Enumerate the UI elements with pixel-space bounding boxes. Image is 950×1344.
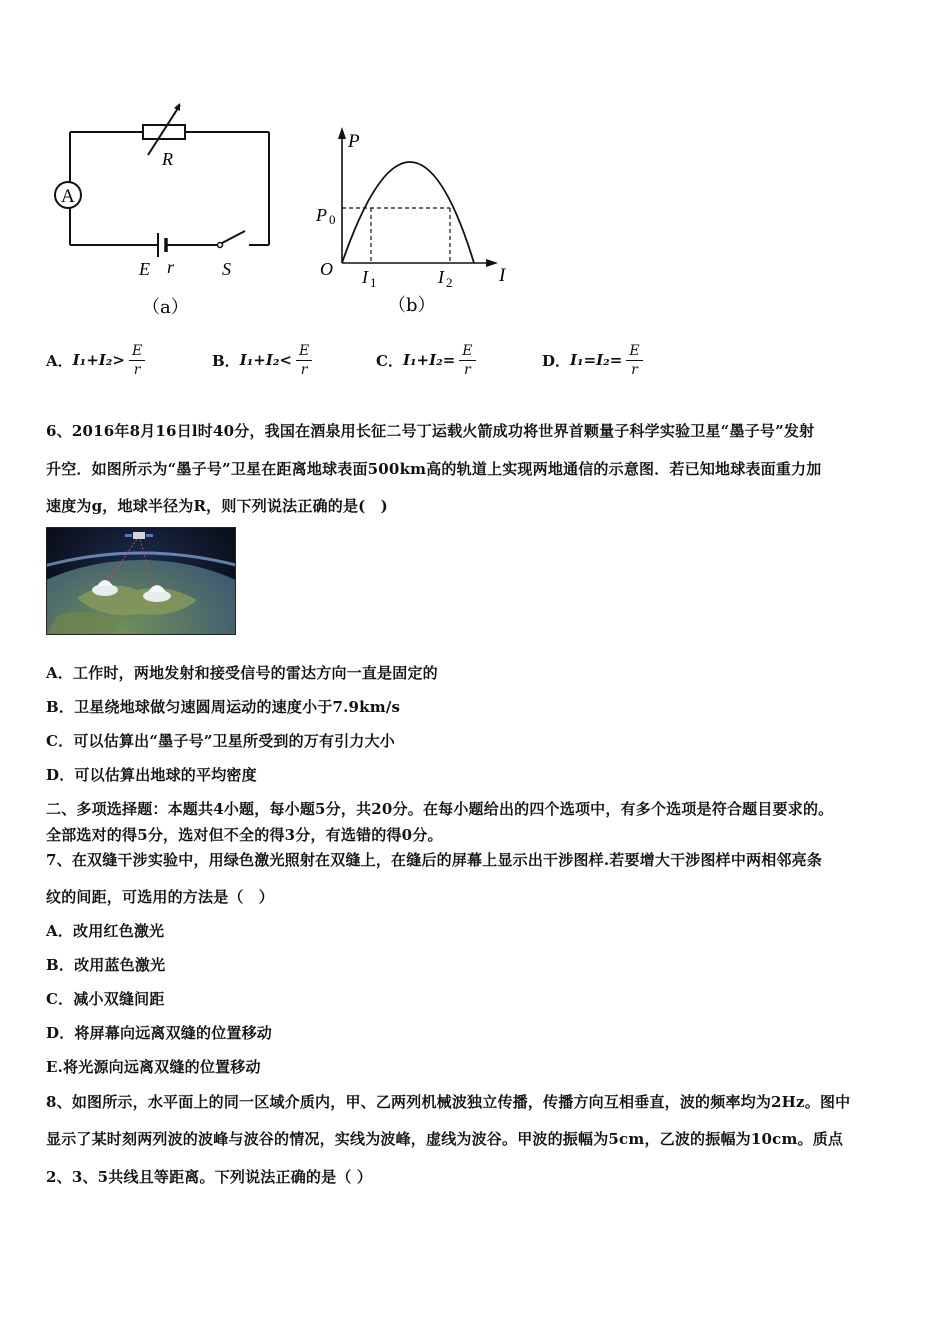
ammeter-label: A bbox=[61, 186, 75, 207]
q6-option-d[interactable]: D．可以估算出地球的平均密度 bbox=[46, 766, 257, 784]
circuit-and-graph-figure bbox=[40, 95, 530, 325]
section-2-heading-line-2: 全部选对的得5分，选对但不全的得3分，有选错的得0分。 bbox=[46, 826, 443, 844]
i2-label: I bbox=[438, 267, 444, 287]
i1-subscript: 1 bbox=[370, 275, 377, 290]
p0-subscript: 0 bbox=[329, 212, 336, 227]
fraction: $\frac{E}{r}$ bbox=[626, 342, 642, 379]
q5-option-a[interactable]: A． I₁+I₂> $\frac{E}{r}$ bbox=[46, 336, 145, 384]
q6-option-c[interactable]: C．可以估算出“墨子号”卫星所受到的万有引力大小 bbox=[46, 732, 395, 750]
q6-stem-line-1: 6、2016年8月16日l时40分，我国在酒泉用长征二号丁运载火箭成功将世界首颗量子科学实验卫星“墨子号”发射 bbox=[46, 422, 815, 440]
q7-stem-line-2: 纹的间距，可选用的方法是（ ） bbox=[46, 888, 275, 906]
switch-label: S bbox=[222, 259, 231, 279]
q7-option-d[interactable]: D．将屏幕向远离双缝的位置移动 bbox=[46, 1024, 273, 1042]
resistor-label: R bbox=[162, 149, 173, 169]
origin-label: O bbox=[320, 259, 333, 279]
q5-option-d[interactable]: D． I₁=I₂= $\frac{E}{r}$ bbox=[542, 336, 643, 384]
figure-b-caption: （b） bbox=[388, 295, 436, 316]
x-axis-label: I bbox=[499, 265, 506, 286]
q5-option-b[interactable]: B． I₁+I₂< $\frac{E}{r}$ bbox=[212, 336, 312, 384]
y-axis-label: P bbox=[348, 131, 360, 152]
q6-stem-line-2: 升空．如图所示为“墨子号”卫星在距离地球表面500km高的轨道上实现两地通信的示意图．若已知地球表面重力加 bbox=[46, 460, 822, 478]
q6-stem-line-3: 速度为g，地球半径为R，则下列说法正确的是( ) bbox=[46, 497, 388, 515]
satellite-earth-image bbox=[46, 527, 236, 635]
power-current-graph bbox=[338, 127, 498, 267]
q5-option-c[interactable]: C． I₁+I₂= $\frac{E}{r}$ bbox=[376, 336, 476, 384]
fraction: $\frac{E}{r}$ bbox=[459, 342, 475, 379]
q8-stem-line-1: 8、如图所示，水平面上的同一区域介质内，甲、乙两列机械波独立传播，传播方向互相垂直，波的频率均为2Hz。图中 bbox=[46, 1093, 851, 1111]
i1-label: I bbox=[362, 267, 368, 287]
q6-option-a[interactable]: A．工作时，两地发射和接受信号的雷达方向一直是固定的 bbox=[46, 664, 438, 682]
q6-option-b[interactable]: B．卫星绕地球做匀速圆周运动的速度小于7.9km/s bbox=[46, 698, 401, 716]
figure-a-caption: （a） bbox=[142, 297, 189, 318]
q7-option-c[interactable]: C．减小双缝间距 bbox=[46, 990, 165, 1008]
section-2-heading-line-1: 二、多项选择题：本题共4小题，每小题5分，共20分。在每小题给出的四个选项中，有多个选项是符合题目要求的。 bbox=[46, 800, 834, 818]
q7-option-e[interactable]: E.将光源向远离双缝的位置移动 bbox=[46, 1058, 261, 1076]
q7-stem-line-1: 7、在双缝干涉实验中，用绿色激光照射在双缝上，在缝后的屏幕上显示出干涉图样.若要增大干涉图样中两相邻亮条 bbox=[46, 851, 823, 869]
q8-stem-line-2: 显示了某时刻两列波的波峰与波谷的情况，实线为波峰，虚线为波谷。甲波的振幅为5cm，乙波的振幅为10cm。质点 bbox=[46, 1130, 844, 1148]
q8-stem-line-3: 2、3、5共线且等距离。下列说法正确的是（ ） bbox=[46, 1168, 373, 1186]
p0-label: P bbox=[316, 205, 327, 225]
emf-label: E bbox=[139, 259, 150, 279]
q7-option-b[interactable]: B．改用蓝色激光 bbox=[46, 956, 166, 974]
q7-option-a[interactable]: A．改用红色激光 bbox=[46, 922, 165, 940]
fraction: $\frac{E}{r}$ bbox=[296, 342, 312, 379]
circuit-diagram bbox=[70, 105, 269, 257]
fraction: $\frac{E}{r}$ bbox=[129, 342, 145, 379]
i2-subscript: 2 bbox=[446, 275, 453, 290]
internal-resistance-label: r bbox=[167, 257, 175, 277]
